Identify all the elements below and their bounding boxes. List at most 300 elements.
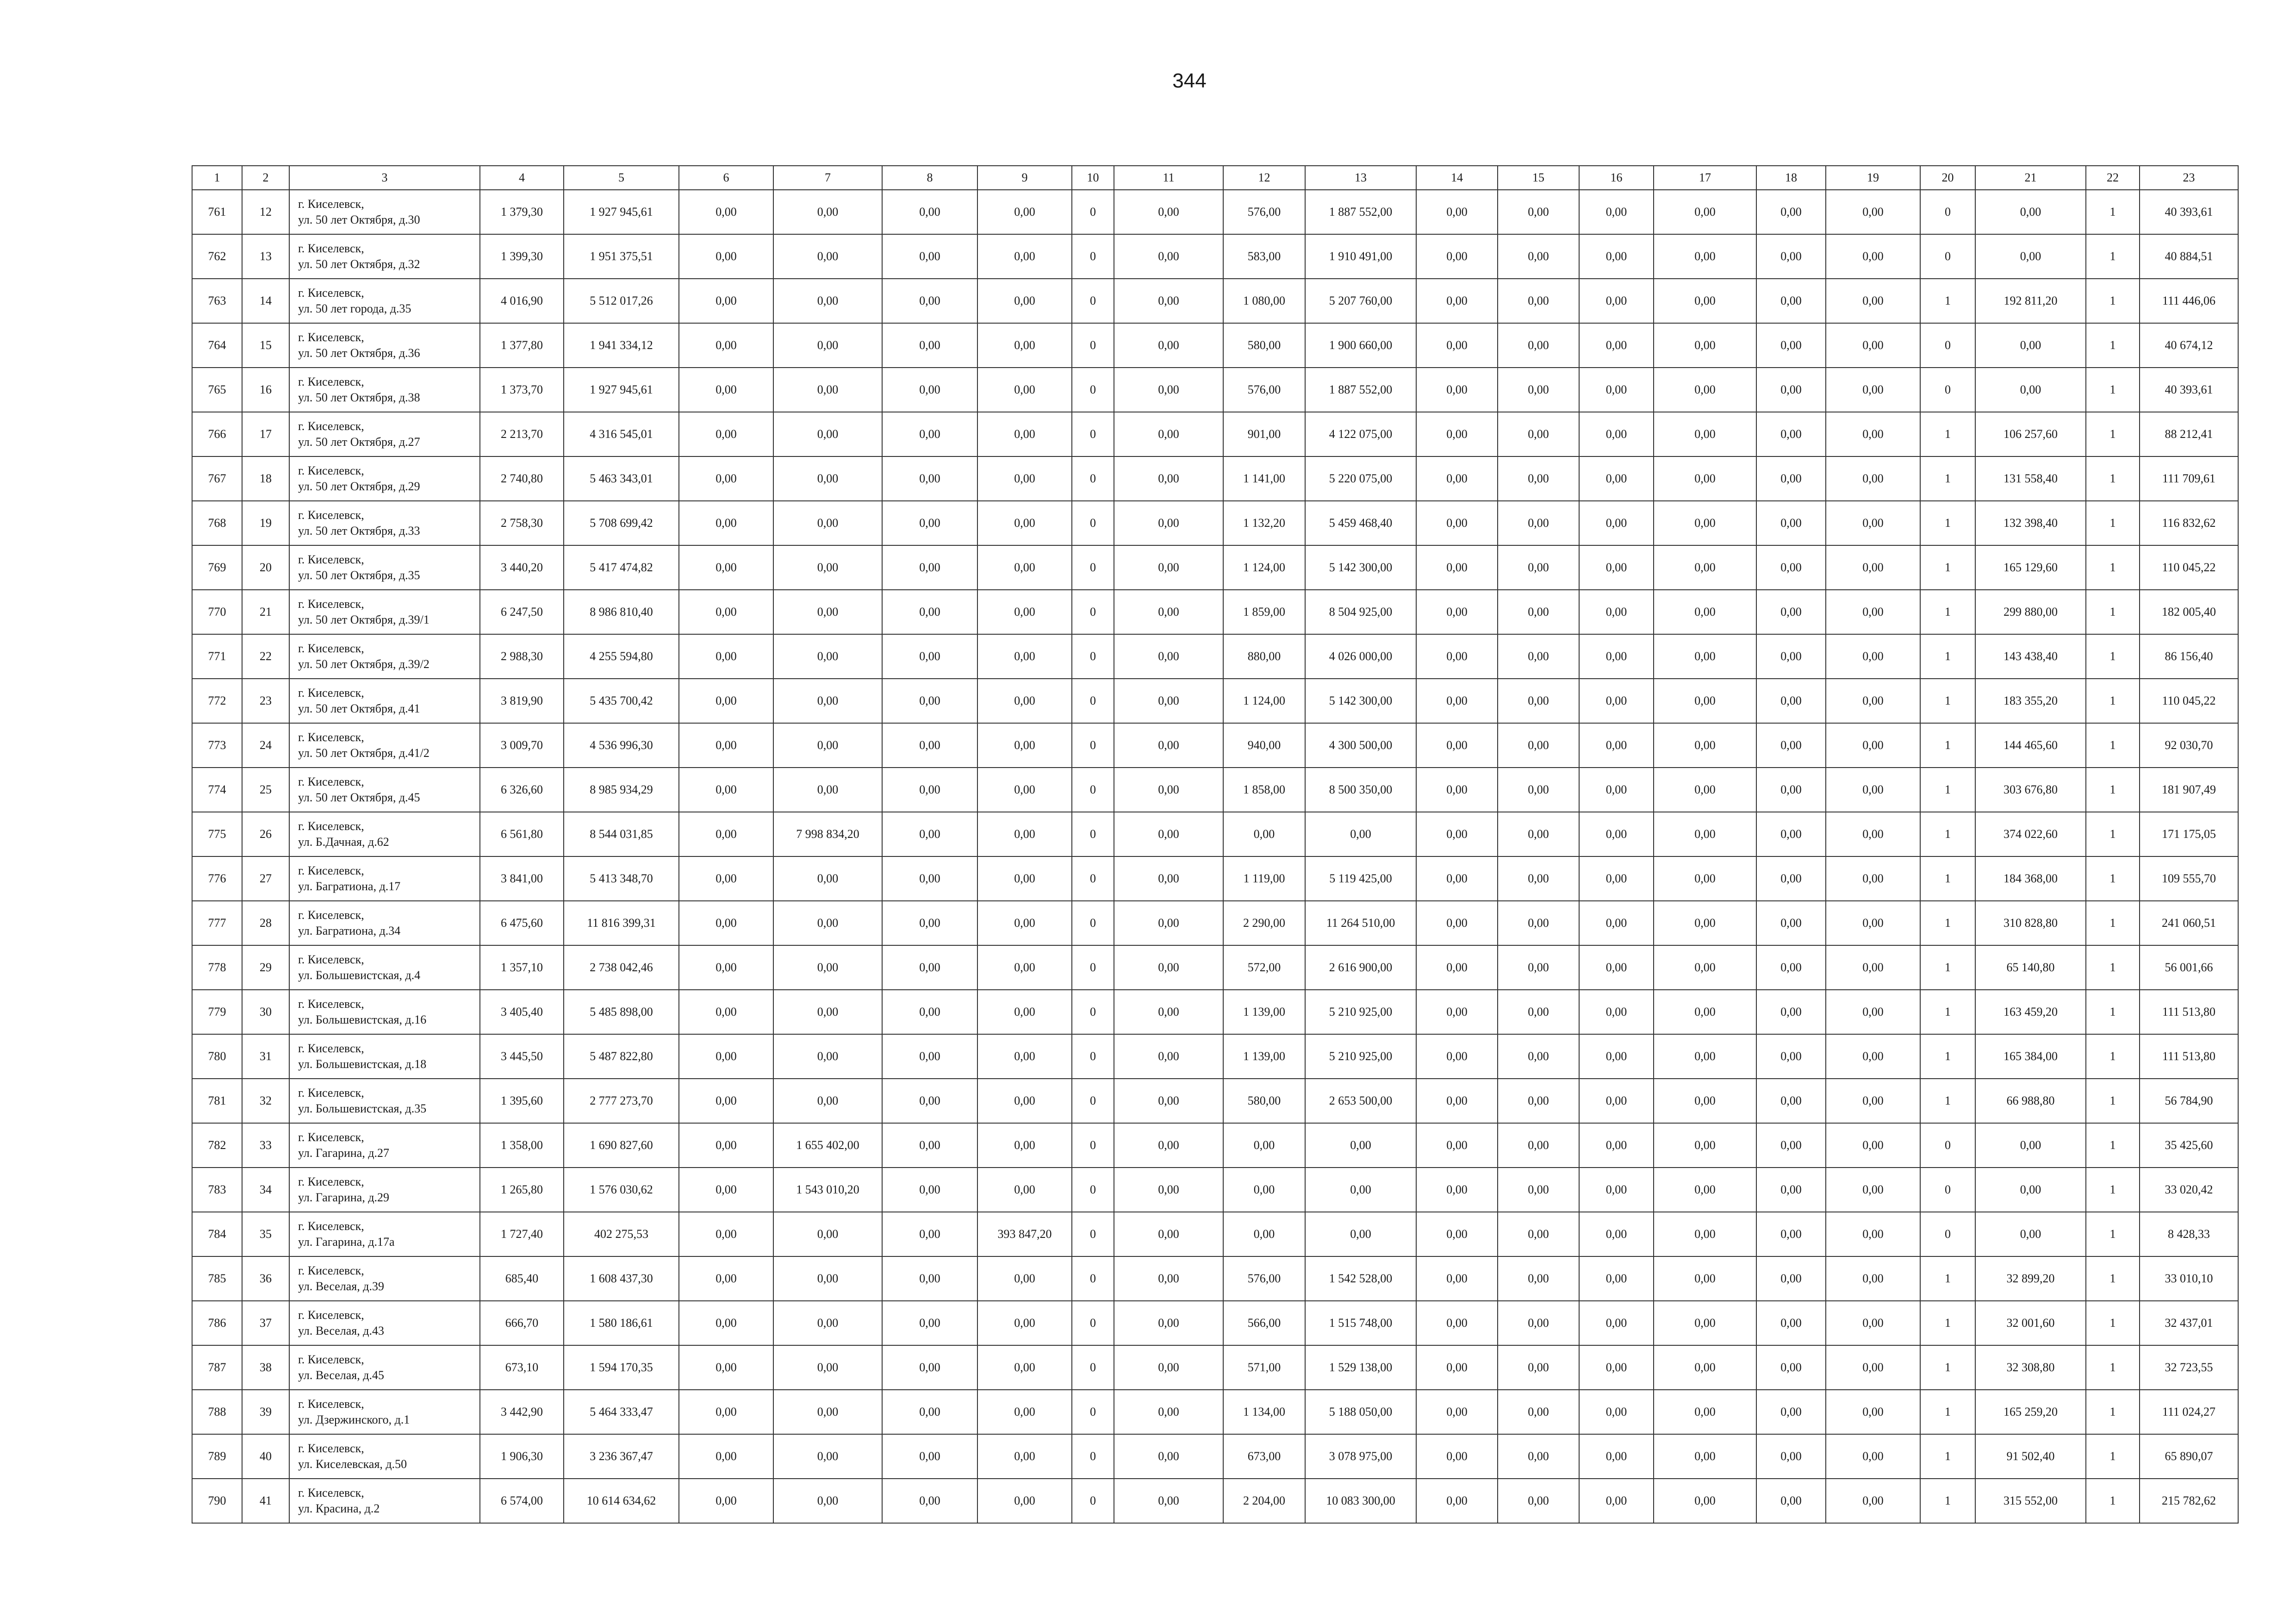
table-cell: 38 bbox=[242, 1345, 289, 1390]
table-cell: 0,00 bbox=[679, 1256, 773, 1301]
table-cell: 0,00 bbox=[679, 1434, 773, 1479]
table-cell: 0,00 bbox=[1498, 456, 1579, 501]
table-cell: 8 544 031,85 bbox=[564, 812, 679, 856]
address-street: ул. Киселевская, д.50 bbox=[298, 1457, 407, 1471]
table-cell: 1 bbox=[1920, 545, 1975, 590]
table-cell: 241 060,51 bbox=[2140, 901, 2238, 945]
table-cell: 0,00 bbox=[1654, 1079, 1756, 1123]
table-cell: 940,00 bbox=[1223, 723, 1305, 768]
table-cell: 0,00 bbox=[882, 1345, 977, 1390]
table-cell: 1 655 402,00 bbox=[773, 1123, 882, 1168]
table-cell: 0,00 bbox=[1114, 1212, 1223, 1256]
table-cell: 0 bbox=[1072, 901, 1114, 945]
table-cell: 0,00 bbox=[1114, 368, 1223, 412]
table-cell: 0,00 bbox=[1498, 723, 1579, 768]
table-cell: 0,00 bbox=[1114, 590, 1223, 634]
table-cell: 1 124,00 bbox=[1223, 679, 1305, 723]
table-cell: 0,00 bbox=[1826, 1123, 1920, 1168]
table-cell: 0,00 bbox=[1498, 1301, 1579, 1345]
table-cell: 0,00 bbox=[1654, 1301, 1756, 1345]
column-header: 4 bbox=[480, 166, 564, 190]
table-cell: 0,00 bbox=[1223, 812, 1305, 856]
table-cell: 0,00 bbox=[773, 723, 882, 768]
table-cell: 181 907,49 bbox=[2140, 768, 2238, 812]
table-cell: 0,00 bbox=[1305, 812, 1416, 856]
table-cell: 787 bbox=[192, 1345, 242, 1390]
table-cell: 1 bbox=[2086, 901, 2140, 945]
table-cell: 0,00 bbox=[882, 456, 977, 501]
table-cell: 3 819,90 bbox=[480, 679, 564, 723]
column-header: 20 bbox=[1920, 166, 1975, 190]
table-cell: 5 459 468,40 bbox=[1305, 501, 1416, 545]
table-cell: 0,00 bbox=[1114, 456, 1223, 501]
table-cell: 1 bbox=[2086, 412, 2140, 456]
table-cell: 163 459,20 bbox=[1975, 990, 2086, 1034]
table-cell: 0 bbox=[1072, 234, 1114, 279]
address-street: ул. 50 лет города, д.35 bbox=[298, 302, 411, 315]
table-cell: 0,00 bbox=[1416, 323, 1498, 368]
table-cell: 0,00 bbox=[679, 990, 773, 1034]
table-cell: 88 212,41 bbox=[2140, 412, 2238, 456]
table-cell: 0,00 bbox=[1756, 1434, 1826, 1479]
table-cell: 165 259,20 bbox=[1975, 1390, 2086, 1434]
address-city: г. Киселевск, bbox=[298, 1486, 364, 1499]
table-cell: 0,00 bbox=[1498, 1123, 1579, 1168]
table-cell: 299 880,00 bbox=[1975, 590, 2086, 634]
table-cell: 0,00 bbox=[1826, 501, 1920, 545]
address-city: г. Киселевск, bbox=[298, 1397, 364, 1411]
table-cell: 0,00 bbox=[1579, 368, 1654, 412]
address-cell bbox=[289, 1390, 480, 1434]
table-cell: 17 bbox=[242, 412, 289, 456]
table-cell: 0,00 bbox=[977, 412, 1072, 456]
table-cell: 10 083 300,00 bbox=[1305, 1479, 1416, 1523]
address-cell bbox=[289, 1034, 480, 1079]
table-row bbox=[192, 1079, 2238, 1123]
table-cell: 0,00 bbox=[679, 1079, 773, 1123]
table-cell: 0,00 bbox=[1416, 1434, 1498, 1479]
table-cell: 0,00 bbox=[1654, 501, 1756, 545]
table-cell: 0,00 bbox=[1416, 501, 1498, 545]
table-cell: 0,00 bbox=[1826, 634, 1920, 679]
table-cell: 1 bbox=[2086, 501, 2140, 545]
table-cell: 0,00 bbox=[1114, 1123, 1223, 1168]
table-cell: 576,00 bbox=[1223, 190, 1305, 234]
table-cell: 0,00 bbox=[1654, 1479, 1756, 1523]
table-cell: 0,00 bbox=[1826, 768, 1920, 812]
table-cell: 0,00 bbox=[882, 768, 977, 812]
table-cell: 0,00 bbox=[1756, 768, 1826, 812]
table-cell: 769 bbox=[192, 545, 242, 590]
table-cell: 0,00 bbox=[1305, 1212, 1416, 1256]
table-cell: 0,00 bbox=[1826, 279, 1920, 323]
table-cell: 10 614 634,62 bbox=[564, 1479, 679, 1523]
table-cell: 0,00 bbox=[1498, 634, 1579, 679]
table-cell: 192 811,20 bbox=[1975, 279, 2086, 323]
table-cell: 0,00 bbox=[679, 190, 773, 234]
table-cell: 0,00 bbox=[1114, 768, 1223, 812]
table-cell: 0 bbox=[1072, 856, 1114, 901]
table-cell: 1 580 186,61 bbox=[564, 1301, 679, 1345]
table-cell: 40 393,61 bbox=[2140, 368, 2238, 412]
table-cell: 1 141,00 bbox=[1223, 456, 1305, 501]
table-cell: 5 207 760,00 bbox=[1305, 279, 1416, 323]
address-city: г. Киселевск, bbox=[298, 1086, 364, 1099]
table-cell: 0,00 bbox=[1498, 1479, 1579, 1523]
column-header: 21 bbox=[1975, 166, 2086, 190]
table-cell: 0,00 bbox=[679, 1390, 773, 1434]
table-cell: 315 552,00 bbox=[1975, 1479, 2086, 1523]
address-street: ул. 50 лет Октября, д.33 bbox=[298, 524, 420, 537]
column-header: 2 bbox=[242, 166, 289, 190]
table-cell: 0,00 bbox=[1654, 634, 1756, 679]
table-cell: 1 bbox=[2086, 545, 2140, 590]
table-cell: 0,00 bbox=[1579, 1256, 1654, 1301]
table-cell: 0,00 bbox=[1756, 590, 1826, 634]
table-cell: 0,00 bbox=[882, 1079, 977, 1123]
table-cell: 0,00 bbox=[882, 412, 977, 456]
address-street: ул. 50 лет Октября, д.41 bbox=[298, 702, 420, 715]
table-cell: 1 373,70 bbox=[480, 368, 564, 412]
table-cell: 0,00 bbox=[773, 1212, 882, 1256]
table-cell: 1 bbox=[2086, 1479, 2140, 1523]
table-row bbox=[192, 412, 2238, 456]
table-cell: 8 500 350,00 bbox=[1305, 768, 1416, 812]
table-cell: 1 139,00 bbox=[1223, 990, 1305, 1034]
table-cell: 0,00 bbox=[679, 679, 773, 723]
table-cell: 0,00 bbox=[1579, 1479, 1654, 1523]
table-cell: 0,00 bbox=[1826, 234, 1920, 279]
table-cell: 1 bbox=[2086, 456, 2140, 501]
table-cell: 3 440,20 bbox=[480, 545, 564, 590]
table-cell: 1 134,00 bbox=[1223, 1390, 1305, 1434]
address-cell bbox=[289, 1434, 480, 1479]
table-cell: 1 bbox=[1920, 590, 1975, 634]
table-cell: 0,00 bbox=[1416, 856, 1498, 901]
table-cell: 1 bbox=[1920, 945, 1975, 990]
table-cell: 0,00 bbox=[1416, 679, 1498, 723]
table-cell: 0,00 bbox=[1654, 545, 1756, 590]
table-cell: 2 738 042,46 bbox=[564, 945, 679, 990]
table-cell: 0,00 bbox=[1498, 1390, 1579, 1434]
table-cell: 1 bbox=[2086, 1301, 2140, 1345]
table-cell: 0,00 bbox=[1654, 1390, 1756, 1434]
address-city: г. Киселевск, bbox=[298, 1353, 364, 1366]
table-cell: 0,00 bbox=[1756, 723, 1826, 768]
table-cell: 0,00 bbox=[1654, 1212, 1756, 1256]
column-header: 19 bbox=[1826, 166, 1920, 190]
table-cell: 1 bbox=[1920, 679, 1975, 723]
table-cell: 0,00 bbox=[1756, 190, 1826, 234]
table-cell: 1 bbox=[1920, 501, 1975, 545]
table-cell: 685,40 bbox=[480, 1256, 564, 1301]
table-cell: 5 435 700,42 bbox=[564, 679, 679, 723]
table-cell: 0,00 bbox=[1498, 1168, 1579, 1212]
address-city: г. Киселевск, bbox=[298, 1219, 364, 1233]
table-cell: 0,00 bbox=[1114, 190, 1223, 234]
address-cell bbox=[289, 1256, 480, 1301]
table-cell: 91 502,40 bbox=[1975, 1434, 2086, 1479]
table-cell: 1 139,00 bbox=[1223, 1034, 1305, 1079]
table-cell: 0,00 bbox=[1579, 723, 1654, 768]
table-cell: 132 398,40 bbox=[1975, 501, 2086, 545]
table-cell: 0,00 bbox=[679, 545, 773, 590]
table-cell: 0,00 bbox=[1756, 545, 1826, 590]
address-city: г. Киселевск, bbox=[298, 197, 364, 211]
table-cell: 0,00 bbox=[1756, 634, 1826, 679]
table-cell: 0,00 bbox=[1975, 1168, 2086, 1212]
table-cell: 1 951 375,51 bbox=[564, 234, 679, 279]
column-header: 23 bbox=[2140, 166, 2238, 190]
table-cell: 40 bbox=[242, 1434, 289, 1479]
table-cell: 1 bbox=[1920, 1301, 1975, 1345]
table-cell: 0,00 bbox=[1826, 1301, 1920, 1345]
table-cell: 0,00 bbox=[679, 768, 773, 812]
table-cell: 0 bbox=[1072, 190, 1114, 234]
table-cell: 23 bbox=[242, 679, 289, 723]
table-row bbox=[192, 368, 2238, 412]
table-row bbox=[192, 234, 2238, 279]
table-cell: 165 384,00 bbox=[1975, 1034, 2086, 1079]
table-cell: 0,00 bbox=[1654, 368, 1756, 412]
table-cell: 774 bbox=[192, 768, 242, 812]
table-cell: 771 bbox=[192, 634, 242, 679]
table-cell: 0,00 bbox=[773, 234, 882, 279]
table-cell: 0,00 bbox=[882, 368, 977, 412]
table-cell: 0,00 bbox=[977, 990, 1072, 1034]
table-cell: 763 bbox=[192, 279, 242, 323]
table-cell: 0,00 bbox=[1826, 901, 1920, 945]
table-cell: 25 bbox=[242, 768, 289, 812]
table-cell: 0,00 bbox=[1114, 1345, 1223, 1390]
table-cell: 0,00 bbox=[679, 412, 773, 456]
table-row bbox=[192, 990, 2238, 1034]
table-row bbox=[192, 723, 2238, 768]
table-cell: 0,00 bbox=[1223, 1123, 1305, 1168]
table-cell: 0,00 bbox=[1498, 323, 1579, 368]
table-cell: 0,00 bbox=[1498, 1434, 1579, 1479]
table-cell: 3 841,00 bbox=[480, 856, 564, 901]
table-cell: 1 bbox=[1920, 1256, 1975, 1301]
table-cell: 0,00 bbox=[1498, 812, 1579, 856]
table-cell: 0 bbox=[1072, 723, 1114, 768]
table-cell: 0,00 bbox=[882, 945, 977, 990]
table-cell: 0,00 bbox=[1114, 679, 1223, 723]
table-cell: 0 bbox=[1072, 679, 1114, 723]
table-cell: 1 515 748,00 bbox=[1305, 1301, 1416, 1345]
address-cell bbox=[289, 901, 480, 945]
table-cell: 767 bbox=[192, 456, 242, 501]
table-cell: 21 bbox=[242, 590, 289, 634]
table-cell: 0,00 bbox=[1498, 1034, 1579, 1079]
table-cell: 0,00 bbox=[1975, 323, 2086, 368]
address-street: ул. Веселая, д.43 bbox=[298, 1324, 384, 1337]
table-cell: 0 bbox=[1072, 1434, 1114, 1479]
table-cell: 110 045,22 bbox=[2140, 679, 2238, 723]
table-cell: 673,00 bbox=[1223, 1434, 1305, 1479]
table-row bbox=[192, 1256, 2238, 1301]
table-cell: 0,00 bbox=[882, 723, 977, 768]
data-table bbox=[192, 165, 2239, 1524]
table-cell: 0,00 bbox=[882, 501, 977, 545]
table-cell: 0,00 bbox=[679, 456, 773, 501]
table-cell: 0,00 bbox=[1756, 1212, 1826, 1256]
table-cell: 0 bbox=[1920, 190, 1975, 234]
table-cell: 0,00 bbox=[1114, 812, 1223, 856]
table-cell: 0,00 bbox=[1654, 1168, 1756, 1212]
table-cell: 106 257,60 bbox=[1975, 412, 2086, 456]
table-cell: 0,00 bbox=[1223, 1168, 1305, 1212]
table-cell: 0,00 bbox=[1416, 1212, 1498, 1256]
table-cell: 2 616 900,00 bbox=[1305, 945, 1416, 990]
table-cell: 0,00 bbox=[1416, 412, 1498, 456]
table-cell: 11 816 399,31 bbox=[564, 901, 679, 945]
table-cell: 1 900 660,00 bbox=[1305, 323, 1416, 368]
table-cell: 0,00 bbox=[1826, 545, 1920, 590]
table-cell: 1 bbox=[2086, 590, 2140, 634]
table-row bbox=[192, 945, 2238, 990]
table-cell: 0,00 bbox=[679, 590, 773, 634]
table-cell: 0,00 bbox=[1826, 323, 1920, 368]
table-cell: 0,00 bbox=[1416, 1390, 1498, 1434]
table-cell: 2 988,30 bbox=[480, 634, 564, 679]
table-cell: 0,00 bbox=[977, 368, 1072, 412]
table-cell: 0 bbox=[1072, 412, 1114, 456]
table-cell: 778 bbox=[192, 945, 242, 990]
table-row bbox=[192, 590, 2238, 634]
table-cell: 0,00 bbox=[1114, 501, 1223, 545]
table-cell: 0,00 bbox=[1654, 990, 1756, 1034]
table-cell: 777 bbox=[192, 901, 242, 945]
table-cell: 40 674,12 bbox=[2140, 323, 2238, 368]
table-cell: 0,00 bbox=[1826, 1256, 1920, 1301]
table-cell: 0,00 bbox=[773, 1034, 882, 1079]
address-city: г. Киселевск, bbox=[298, 553, 364, 566]
table-cell: 4 016,90 bbox=[480, 279, 564, 323]
table-cell: 0,00 bbox=[882, 901, 977, 945]
table-cell: 0,00 bbox=[773, 323, 882, 368]
address-street: ул. 50 лет Октября, д.29 bbox=[298, 480, 420, 493]
table-cell: 34 bbox=[242, 1168, 289, 1212]
table-cell: 3 405,40 bbox=[480, 990, 564, 1034]
address-cell bbox=[289, 279, 480, 323]
table-cell: 184 368,00 bbox=[1975, 856, 2086, 901]
address-city: г. Киселевск, bbox=[298, 331, 364, 344]
table-cell: 1 377,80 bbox=[480, 323, 564, 368]
table-cell: 0,00 bbox=[679, 723, 773, 768]
table-cell: 0,00 bbox=[1579, 545, 1654, 590]
table-cell: 1 358,00 bbox=[480, 1123, 564, 1168]
table-cell: 673,10 bbox=[480, 1345, 564, 1390]
table-cell: 0,00 bbox=[882, 190, 977, 234]
address-city: г. Киселевск, bbox=[298, 1175, 364, 1188]
table-cell: 0,00 bbox=[1498, 1256, 1579, 1301]
table-cell: 0,00 bbox=[1579, 1434, 1654, 1479]
table-cell: 0,00 bbox=[773, 901, 882, 945]
address-city: г. Киселевск, bbox=[298, 242, 364, 255]
table-cell: 0,00 bbox=[679, 856, 773, 901]
table-row bbox=[192, 1034, 2238, 1079]
table-cell: 0,00 bbox=[1498, 501, 1579, 545]
table-cell: 0,00 bbox=[679, 501, 773, 545]
table-cell: 0,00 bbox=[679, 234, 773, 279]
address-city: г. Киселевск, bbox=[298, 908, 364, 922]
table-cell: 0,00 bbox=[1498, 945, 1579, 990]
table-cell: 0,00 bbox=[1826, 1168, 1920, 1212]
table-cell: 0,00 bbox=[1416, 1034, 1498, 1079]
table-cell: 0 bbox=[1072, 545, 1114, 590]
table-cell: 0,00 bbox=[1114, 1434, 1223, 1479]
table-cell: 0,00 bbox=[1756, 1079, 1826, 1123]
page-number: 344 bbox=[1172, 69, 1207, 92]
table-cell: 0,00 bbox=[882, 1434, 977, 1479]
address-cell bbox=[289, 1079, 480, 1123]
table-cell: 666,70 bbox=[480, 1301, 564, 1345]
table-cell: 0,00 bbox=[773, 1479, 882, 1523]
table-cell: 0,00 bbox=[977, 323, 1072, 368]
table-cell: 0,00 bbox=[1826, 1390, 1920, 1434]
table-cell: 0,00 bbox=[1498, 234, 1579, 279]
table-cell: 40 884,51 bbox=[2140, 234, 2238, 279]
table-cell: 0,00 bbox=[1756, 323, 1826, 368]
table-cell: 0,00 bbox=[1654, 1123, 1756, 1168]
table-cell: 56 001,66 bbox=[2140, 945, 2238, 990]
table-cell: 0,00 bbox=[1416, 812, 1498, 856]
table-cell: 109 555,70 bbox=[2140, 856, 2238, 901]
address-cell bbox=[289, 768, 480, 812]
table-cell: 0,00 bbox=[1114, 1034, 1223, 1079]
table-cell: 0,00 bbox=[1579, 1212, 1654, 1256]
table-cell: 1 bbox=[2086, 634, 2140, 679]
address-city: г. Киселевск, bbox=[298, 375, 364, 388]
address-cell bbox=[289, 945, 480, 990]
table-row bbox=[192, 1301, 2238, 1345]
table-cell: 0,00 bbox=[1654, 234, 1756, 279]
address-street: ул. Гагарина, д.27 bbox=[298, 1146, 390, 1160]
table-cell: 1 bbox=[2086, 768, 2140, 812]
table-cell: 576,00 bbox=[1223, 1256, 1305, 1301]
table-cell: 1 395,60 bbox=[480, 1079, 564, 1123]
table-cell: 8 428,33 bbox=[2140, 1212, 2238, 1256]
table-cell: 0,00 bbox=[1654, 901, 1756, 945]
table-cell: 2 653 500,00 bbox=[1305, 1079, 1416, 1123]
table-cell: 111 513,80 bbox=[2140, 1034, 2238, 1079]
table-cell: 1 bbox=[1920, 1434, 1975, 1479]
table-cell: 1 080,00 bbox=[1223, 279, 1305, 323]
table-cell: 215 782,62 bbox=[2140, 1479, 2238, 1523]
table-cell: 773 bbox=[192, 723, 242, 768]
address-city: г. Киселевск, bbox=[298, 953, 364, 966]
table-cell: 35 425,60 bbox=[2140, 1123, 2238, 1168]
column-header: 16 bbox=[1579, 166, 1654, 190]
table-cell: 0,00 bbox=[1826, 1479, 1920, 1523]
address-cell bbox=[289, 368, 480, 412]
address-street: ул. 50 лет Октября, д.45 bbox=[298, 791, 420, 804]
table-cell: 4 536 996,30 bbox=[564, 723, 679, 768]
table-cell: 0,00 bbox=[1498, 412, 1579, 456]
table-cell: 11 264 510,00 bbox=[1305, 901, 1416, 945]
table-cell: 2 204,00 bbox=[1223, 1479, 1305, 1523]
address-street: ул. 50 лет Октября, д.27 bbox=[298, 435, 420, 449]
table-cell: 1 bbox=[1920, 456, 1975, 501]
table-cell: 1 bbox=[2086, 368, 2140, 412]
table-cell: 5 413 348,70 bbox=[564, 856, 679, 901]
table-cell: 765 bbox=[192, 368, 242, 412]
table-cell: 1 bbox=[2086, 1034, 2140, 1079]
column-header: 6 bbox=[679, 166, 773, 190]
table-cell: 0,00 bbox=[773, 279, 882, 323]
address-city: г. Киселевск, bbox=[298, 1442, 364, 1455]
